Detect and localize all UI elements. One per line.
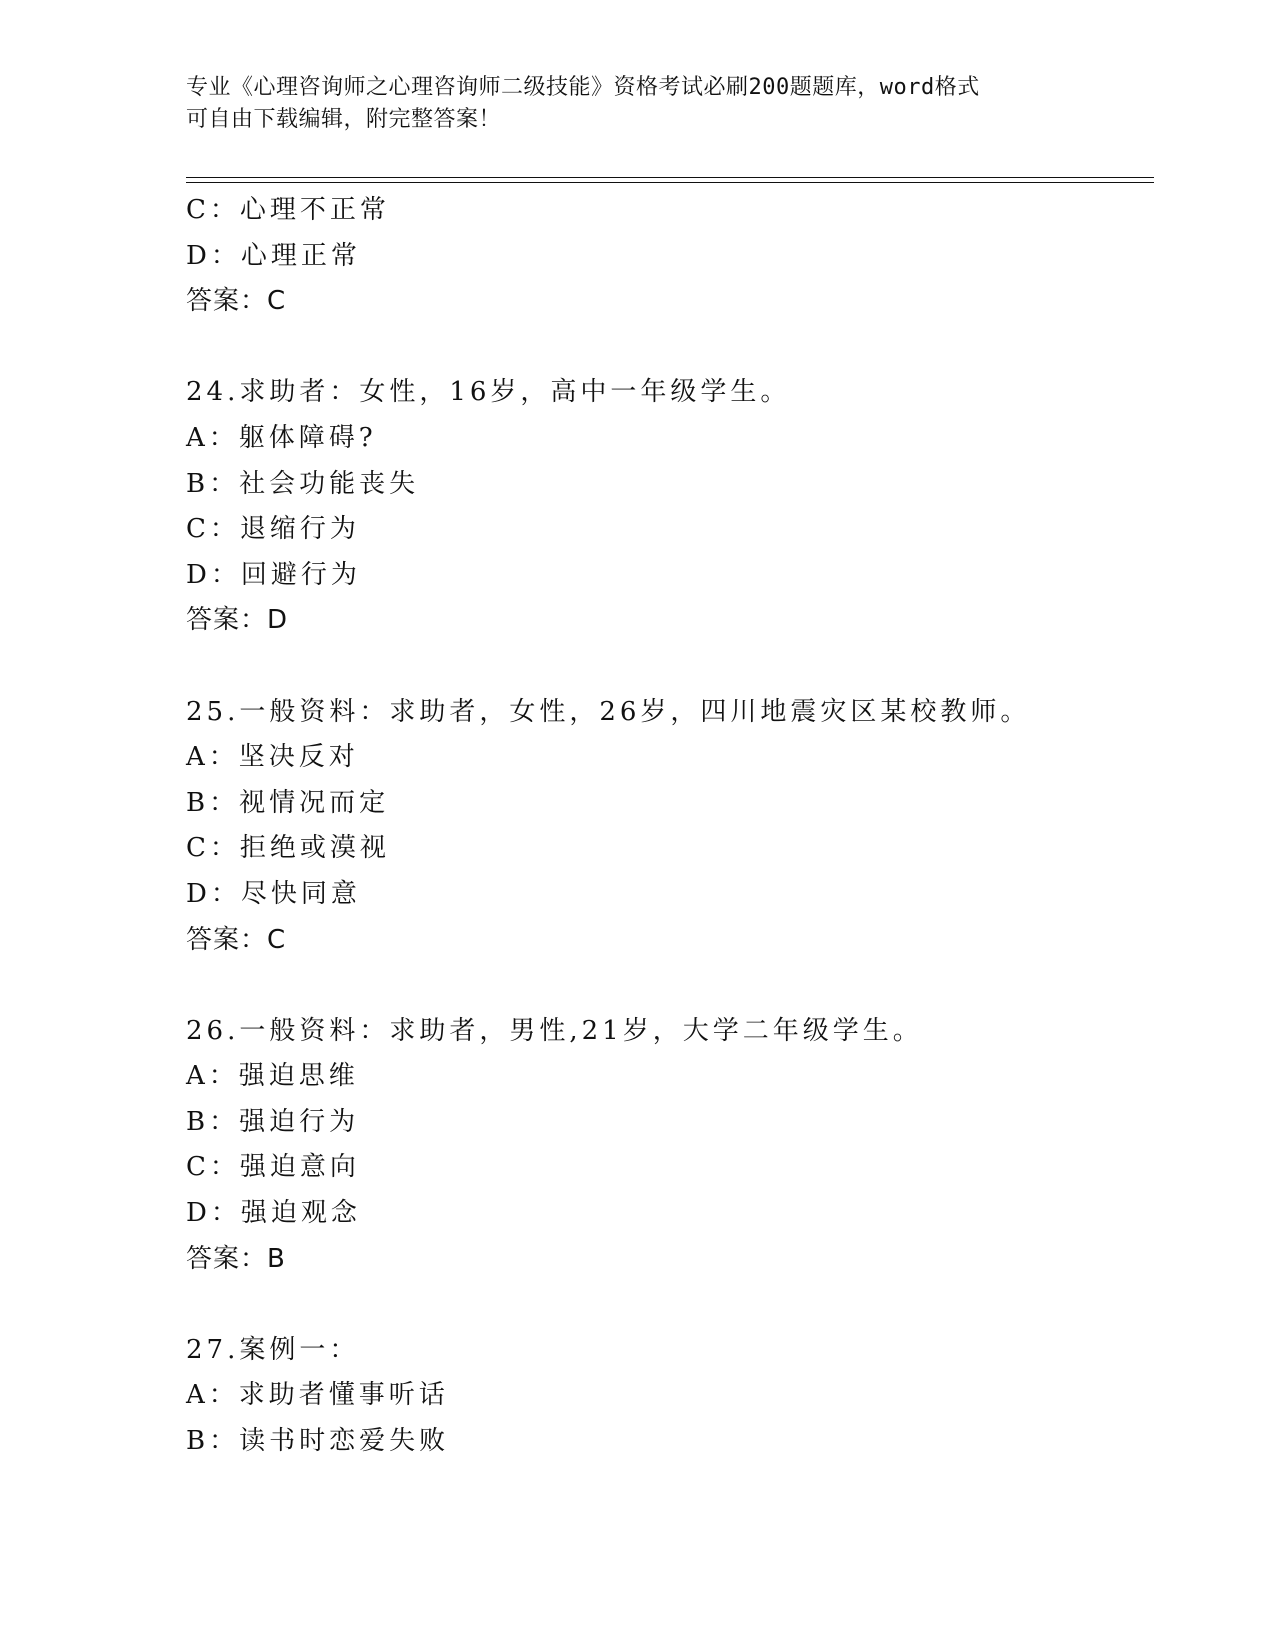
option-d: D：心理正常 xyxy=(186,240,361,271)
option-b: B：社会功能丧失 xyxy=(186,468,420,499)
option-c: C：拒绝或漠视 xyxy=(186,833,390,864)
spacer xyxy=(186,644,1146,690)
spacer xyxy=(186,963,1146,1009)
question-stem: 26.一般资料：求助者，男性,21岁，大学二年级学生。 xyxy=(186,1015,923,1046)
document-header xyxy=(186,72,1086,136)
option-a: A：强迫思维 xyxy=(186,1061,359,1092)
option-c: C：强迫意向 xyxy=(186,1152,360,1183)
option-d: D：尽快同意 xyxy=(186,878,361,909)
answer-line: 答案：C xyxy=(186,924,287,955)
header-divider-top xyxy=(186,177,1154,178)
header-line-1: 专业《心理咨询师之心理咨询师二级技能》资格考试必刷200题题库，word格式 xyxy=(186,75,980,100)
question-stem: 27.案例一： xyxy=(186,1334,360,1365)
header-divider-bottom xyxy=(186,182,1154,183)
option-b: B：视情况而定 xyxy=(186,787,390,818)
question-stem: 24.求助者：女性，16岁，高中一年级学生。 xyxy=(186,377,791,408)
option-a: A：求助者懂事听话 xyxy=(186,1380,449,1411)
header-line-2: 可自由下载编辑，附完整答案！ xyxy=(186,107,502,132)
option-d: D：回避行为 xyxy=(186,559,361,590)
option-c: C：退缩行为 xyxy=(186,514,360,545)
question-content xyxy=(186,188,1146,1465)
option-a: A：躯体障碍? xyxy=(186,422,377,453)
question-stem: 25.一般资料：求助者，女性，26岁，四川地震灾区某校教师。 xyxy=(186,696,1031,727)
answer-line: 答案：B xyxy=(186,1243,286,1274)
answer-line: 答案：D xyxy=(186,605,289,636)
option-a: A：坚决反对 xyxy=(186,742,359,773)
option-b: B：读书时恋爱失败 xyxy=(186,1426,450,1457)
option-c: C：心理不正常 xyxy=(186,195,390,225)
answer-line: 答案：C xyxy=(186,286,287,317)
option-b: B：强迫行为 xyxy=(186,1106,360,1137)
option-d: D：强迫观念 xyxy=(186,1198,361,1229)
spacer xyxy=(186,325,1146,371)
spacer xyxy=(186,1282,1146,1328)
